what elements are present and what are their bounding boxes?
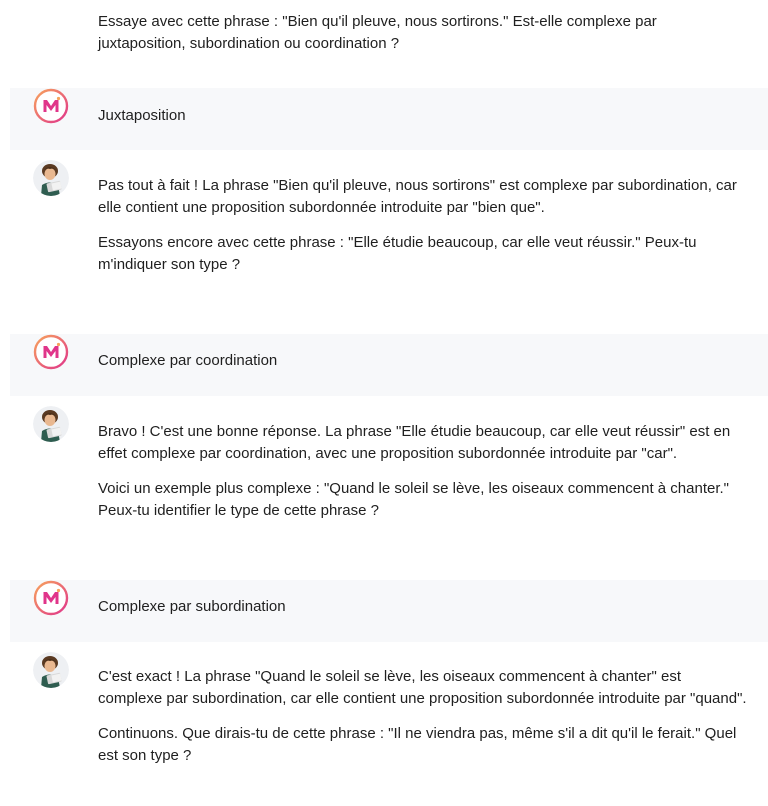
tutor-avatar-icon	[33, 160, 69, 196]
message-paragraph: Juxtaposition	[98, 107, 186, 124]
assistant-avatar	[33, 652, 69, 688]
m-logo-icon	[33, 88, 69, 124]
message-text	[98, 105, 748, 127]
message-text	[98, 175, 748, 276]
message-paragraph: Bravo ! C'est une bonne réponse. La phrase "Elle étudie beaucoup, car elle veut réussir" est en effet complexe par coordination, avec une proposition subordonnée introduite par "car".	[98, 423, 731, 462]
message-paragraph: Pas tout à fait ! La phrase "Bien qu'il pleuve, nous sortirons" est complexe par subordination, car elle contient une proposition subordonnée introduite par "bien que".	[98, 177, 737, 216]
message-paragraph: Complexe par coordination	[98, 352, 278, 369]
m-logo-icon	[33, 334, 69, 370]
assistant-message	[0, 150, 768, 332]
message-text	[98, 350, 748, 372]
assistant-message	[0, 396, 768, 578]
assistant-avatar	[33, 160, 69, 196]
user-message	[10, 334, 768, 396]
message-paragraph: Complexe par subordination	[98, 598, 286, 615]
tutor-avatar-icon	[33, 652, 69, 688]
message-text	[98, 421, 748, 522]
user-avatar	[33, 334, 69, 370]
message-paragraph: C'est exact ! La phrase "Quand le soleil se lève, les oiseaux commencent à chanter" est complexe par subordination, car elle contient une proposition subordonnée introduite par "quand".	[98, 668, 747, 707]
user-avatar	[33, 580, 69, 616]
message-paragraph: Essayons encore avec cette phrase : "Elle étudie beaucoup, car elle veut réussir." Peux-tu m'indiquer son type ?	[98, 234, 697, 273]
message-paragraph: Voici un exemple plus complexe : "Quand le soleil se lève, les oiseaux commencent à chanter." Peux-tu identifier le type de cette phrase ?	[98, 480, 729, 519]
assistant-avatar	[33, 406, 69, 442]
assistant-message	[0, 0, 768, 70]
message-paragraph: Essaye avec cette phrase : "Bien qu'il pleuve, nous sortirons." Est-elle complexe par juxtaposition, subordination ou coordination ?	[98, 13, 657, 52]
user-message	[10, 580, 768, 642]
message-paragraph: Continuons. Que dirais-tu de cette phrase : "Il ne viendra pas, même s'il a dit qu'il le ferait." Quel est son type ?	[98, 725, 737, 764]
message-text	[98, 11, 748, 55]
message-text	[98, 666, 748, 767]
message-text	[98, 596, 748, 618]
user-message	[10, 88, 768, 150]
tutor-avatar-icon	[33, 406, 69, 442]
user-avatar	[33, 88, 69, 124]
assistant-message	[0, 642, 768, 806]
m-logo-icon	[33, 580, 69, 616]
